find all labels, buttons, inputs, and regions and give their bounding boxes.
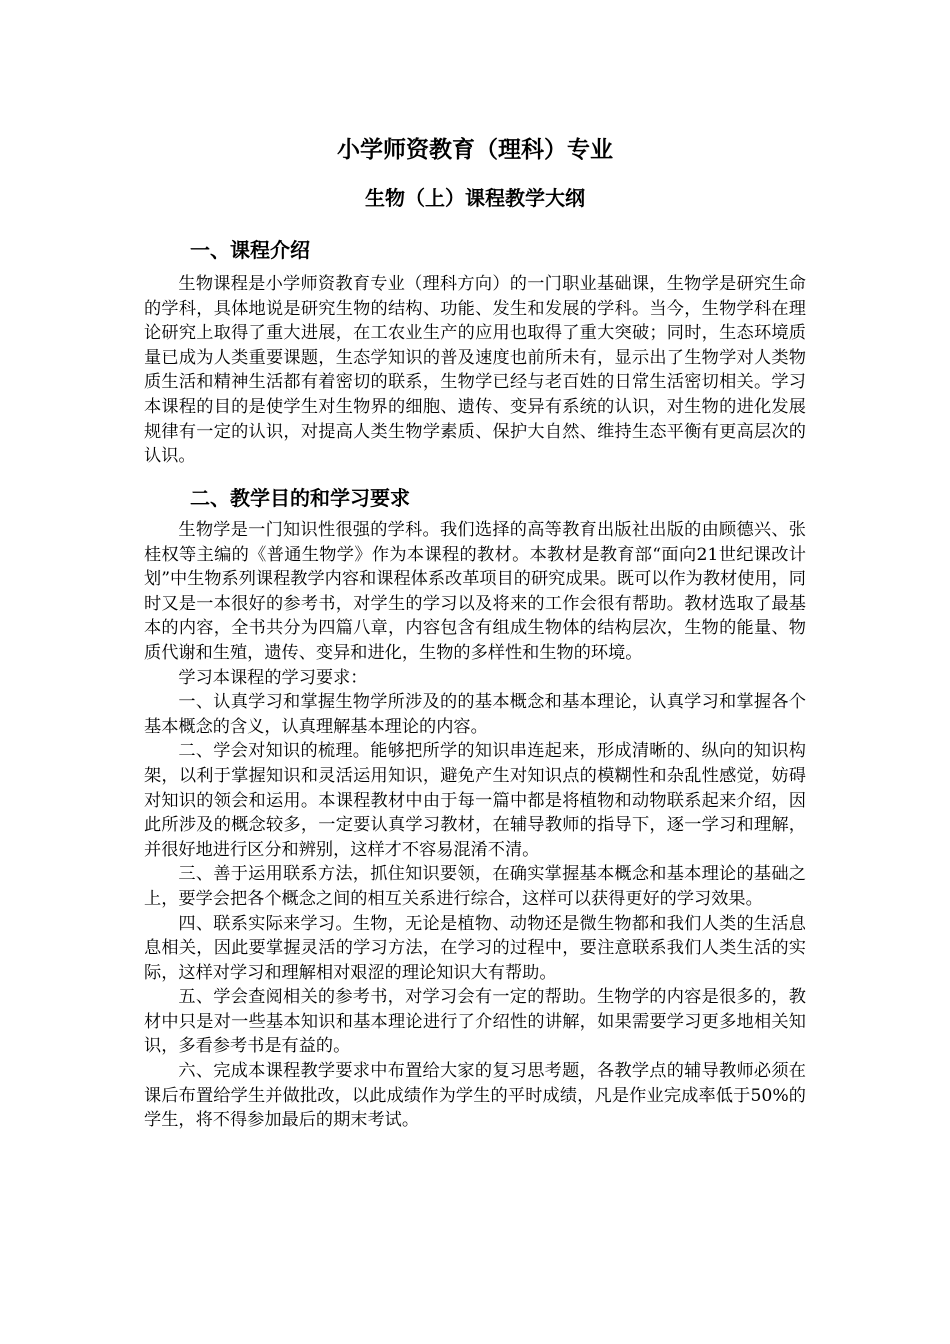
section-body-teaching-goals [144, 518, 806, 1133]
document-title: 小学师资教育（理科）专业 [337, 136, 613, 163]
paragraph: 生物课程是小学师资教育专业（理科方向）的一门职业基础课，生物学是研究生命的学科，具体地说是研究生物的结构、功能、发生和发展的学科。当今，生物学科在理论研究上取得了重大进展，在工农业生产的应用也取得了重大突破；同时，生态环境质量已成为人类重要课题，生态学知识的普及速度也前所未有，显示出了生物学对人类物质生活和精神生活都有着密切的联系，生物学已经与老百姓的日常生活密切相关。学习本课程的目的是使学生对生物界的细胞、遗传、变异有系统的认识，对生物的进化发展规律有一定的认识，对提高人类生物学素质、保护大自然、维持生态平衡有更高层次的认识。 [144, 274, 806, 467]
list-item: 五、学会查阅相关的参考书，对学习会有一定的帮助。生物学的内容是很多的，教材中只是对一些基本知识和基本理论进行了介绍性的讲解，如果需要学习更多地相关知识，多看参考书是有益的。 [144, 987, 806, 1057]
list-item: 四、联系实际来学习。生物，无论是植物、动物还是微生物都和我们人类的生活息息相关，因此要掌握灵活的学习方法，在学习的过程中，要注意联系我们人类生活的实际，这样对学习和理解相对艰涩的理论知识大有帮助。 [144, 913, 806, 983]
paragraph: 学习本课程的学习要求： [178, 667, 368, 688]
list-item: 三、善于运用联系方法，抓住知识要领，在确实掌握基本概念和基本理论的基础之上，要学会把各个概念之间的相互关系进行综合，这样可以获得更好的学习效果。 [144, 864, 806, 909]
document-subtitle: 生物（上）课程教学大纲 [365, 186, 585, 210]
paragraph: 生物学是一门知识性很强的学科。我们选择的高等教育出版社出版的由顾德兴、张桂权等主编的《普通生物学》作为本课程的教材。本教材是教育部“面向21世纪课改计划”中生物系列课程教学内容和课程体系改革项目的研究成果。既可以作为教材使用，同时又是一本很好的参考书，对学生的学习以及将来的工作会很有帮助。教材选取了最基本的内容，全书共分为四篇八章，内容包含有组成生物体的结构层次，生物的能量、物质代谢和生殖，遗传、变异和进化，生物的多样性和生物的环境。 [144, 520, 806, 663]
list-item: 一、认真学习和掌握生物学所涉及的的基本概念和基本理论，认真学习和掌握各个基本概念的含义，认真理解基本理论的内容。 [144, 692, 806, 737]
section-heading-teaching-goals: 二、教学目的和学习要求 [190, 486, 410, 510]
list-item: 六、完成本课程教学要求中布置给大家的复习思考题，各教学点的辅导教师必须在课后布置给学生并做批改，以此成绩作为学生的平时成绩，凡是作业完成率低于50%的学生，将不得参加最后的期末考试。 [144, 1061, 806, 1131]
list-item: 二、学会对知识的梳理。能够把所学的知识串连起来，形成清晰的、纵向的知识构架，以利于掌握知识和灵活运用知识，避免产生对知识点的模糊性和杂乱性感觉，妨碍对知识的领会和运用。本课程教材中由于每一篇中都是将植物和动物联系起来介绍，因此所涉及的概念较多，一定要认真学习教材，在辅导教师的指导下，逐一学习和理解，并很好地进行区分和辨别，这样才不容易混淆不清。 [144, 741, 806, 860]
section-heading-course-intro: 一、课程介绍 [190, 238, 310, 262]
section-body-course-intro [144, 272, 806, 469]
